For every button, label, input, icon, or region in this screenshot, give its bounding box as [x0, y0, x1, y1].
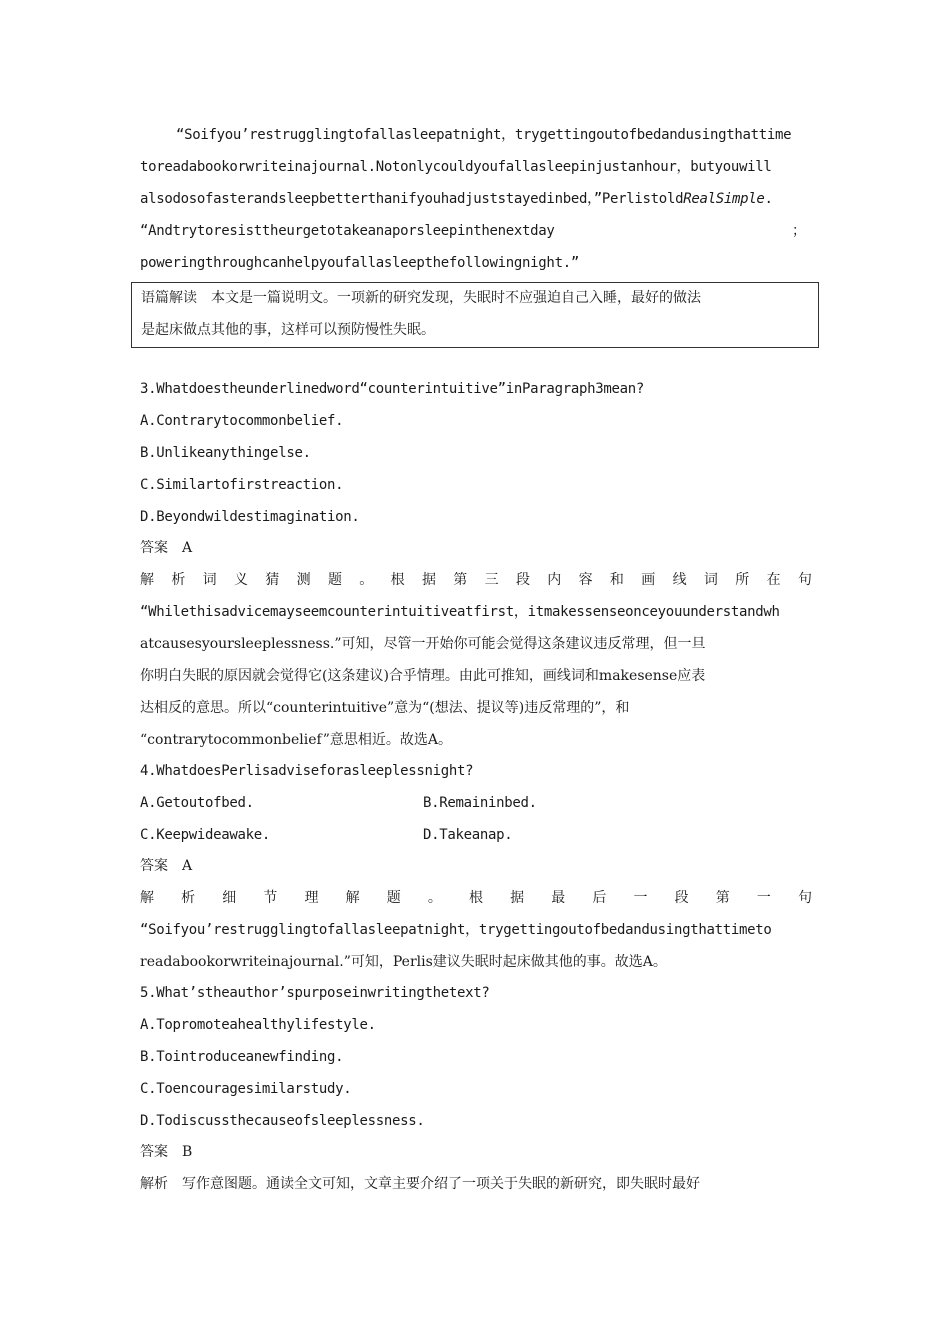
- q3-explanation-line-1: [140, 564, 812, 596]
- q3-option-a: A.Contrarytocommonbelief.: [140, 413, 344, 429]
- q3-exp-char: 线: [672, 572, 687, 588]
- q4-exp-char: 句: [798, 890, 812, 906]
- q3-exp-char: 解: [140, 572, 154, 588]
- q3-exp-char: 句: [797, 572, 812, 588]
- q5-answer: 答案 B: [140, 1144, 193, 1160]
- q3-explanation-line-3: atcausesyoursleeplessness.”可知，尽管一开始你可能会觉得这条建议违反常理，但一旦: [140, 636, 706, 652]
- q4-options-row-1: [140, 787, 812, 819]
- q4-explanation-line-3: readabookorwriteinajournal.”可知，Perlis建议失眠时起床做其他的事。故选A。: [140, 954, 667, 970]
- q4-option-b: B.Remaininbed.: [423, 795, 537, 811]
- q3-exp-char: 据: [421, 572, 436, 588]
- q4-option-a: A.Getoutofbed.: [140, 795, 254, 811]
- passage-line-1: “Soifyou’restrugglingtofallasleepatnight，trygettingoutofbedandusingthattime: [176, 127, 792, 143]
- q3-option-c: C.Similartofirstreaction.: [140, 477, 344, 493]
- q3-exp-char: 容: [578, 572, 593, 588]
- q5-option-d: D.Todiscussthecauseofsleeplessness.: [140, 1113, 425, 1129]
- q4-exp-char: 最: [551, 890, 566, 906]
- passage-line-2: toreadabookorwriteinajournal.Notonlycouldyoufallasleepinjustanhour，butyouwill: [140, 159, 772, 175]
- q4-options-row-2: [140, 819, 812, 851]
- q4-exp-char: 段: [674, 890, 689, 906]
- q3-explanation-line-6: “contrarytocommonbelief”意思相近。故选A。: [140, 732, 452, 748]
- q4-option-c: C.Keepwideawake.: [140, 827, 271, 843]
- q3-exp-char: 根: [390, 572, 405, 588]
- passage-line-3-end: .: [764, 191, 773, 207]
- q3-exp-char: 词: [202, 572, 217, 588]
- passage-line-4-end: ；: [792, 223, 806, 239]
- q3-exp-char: 三: [484, 572, 499, 588]
- q4-exp-char: 一: [756, 890, 771, 906]
- passage-line-4-text: “Andtrytoresisttheurgetotakeanaporsleepinthenextday: [140, 223, 555, 239]
- passage-line-3-text: alsodosofasterandsleepbetterthanifyouhadjuststayedinbed，”Perlistold: [140, 191, 684, 207]
- q5-option-b: B.Tointroduceanewfinding.: [140, 1049, 344, 1065]
- q3-explanation-line-2: “Whilethisadvicemayseemcounterintuitiveatfirst，itmakessenseonceyouunderstandwh: [140, 604, 780, 620]
- q3-stem: 3.Whatdoestheunderlinedword“counterintuitive”inParagraph3mean?: [140, 381, 644, 397]
- q3-answer: 答案 A: [140, 540, 193, 556]
- q3-exp-char: 段: [515, 572, 530, 588]
- q3-explanation-line-5: 达相反的意思。所以“counterintuitive”意为“(想法、提议等)违反常理的”，和: [140, 700, 630, 716]
- q4-exp-char: 。: [427, 890, 442, 906]
- q3-exp-char: 义: [233, 572, 248, 588]
- q4-exp-char: 解: [345, 890, 360, 906]
- passage-line-3: [140, 183, 812, 215]
- passage-line-5: poweringthroughcanhelpyoufallasleepthefollowingnight.”: [140, 255, 579, 271]
- q3-exp-char: 猜: [265, 572, 280, 588]
- q3-exp-char: 第: [453, 572, 468, 588]
- q3-exp-char: 。: [359, 572, 374, 588]
- q4-exp-char: 后: [592, 890, 607, 906]
- q3-exp-char: 析: [171, 572, 186, 588]
- q5-option-c: C.Toencouragesimilarstudy.: [140, 1081, 352, 1097]
- q4-exp-char: 析: [181, 890, 196, 906]
- summary-line-1: 语篇解读 本文是一篇说明文。一项新的研究发现，失眠时不应强迫自己入睡，最好的做法: [141, 290, 701, 306]
- q3-exp-char: 和: [609, 572, 624, 588]
- q5-explanation-line-1: 解析 写作意图题。通读全文可知，文章主要介绍了一项关于失眠的新研究，即失眠时最好: [140, 1176, 700, 1192]
- q3-option-b: B.Unlikeanythingelse.: [140, 445, 311, 461]
- q4-answer: 答案 A: [140, 858, 193, 874]
- q4-exp-char: 细: [222, 890, 237, 906]
- q4-explanation-line-1: [140, 882, 812, 914]
- q4-explanation-line-2: “Soifyou’restrugglingtofallasleepatnight，trygettingoutofbedandusingthattimeto: [140, 922, 772, 938]
- q4-exp-char: 节: [263, 890, 278, 906]
- q4-exp-char: 第: [715, 890, 730, 906]
- q5-option-a: A.Topromoteahealthylifestyle.: [140, 1017, 376, 1033]
- q4-exp-char: 题: [386, 890, 401, 906]
- q4-exp-char: 理: [304, 890, 319, 906]
- q3-option-d: D.Beyondwildestimagination.: [140, 509, 360, 525]
- summary-box: [131, 282, 819, 348]
- q3-exp-char: 在: [766, 572, 781, 588]
- q3-exp-char: 所: [735, 572, 750, 588]
- magazine-title: RealSimple: [683, 191, 765, 207]
- q3-exp-char: 画: [641, 572, 656, 588]
- q4-exp-char: 据: [510, 890, 525, 906]
- q3-explanation-line-4: 你明白失眠的原因就会觉得它(这条建议)合乎情理。由此可推知，画线词和makesense应表: [140, 668, 706, 684]
- q3-exp-char: 题: [327, 572, 342, 588]
- q5-stem: 5.What’stheauthor’spurposeinwritingthetext?: [140, 985, 490, 1001]
- q3-exp-char: 内: [547, 572, 562, 588]
- q4-exp-char: 解: [140, 890, 154, 906]
- q4-exp-char: 根: [469, 890, 483, 906]
- q4-stem: 4.WhatdoesPerlisadviseforasleeplessnight?: [140, 763, 474, 779]
- q4-exp-char: 一: [633, 890, 648, 906]
- summary-line-2: 是起床做点其他的事，这样可以预防慢性失眠。: [141, 322, 435, 338]
- q3-exp-char: 词: [703, 572, 718, 588]
- passage-line-4: [140, 215, 812, 247]
- q3-exp-char: 测: [296, 572, 311, 588]
- q4-option-d: D.Takeanap.: [423, 827, 513, 843]
